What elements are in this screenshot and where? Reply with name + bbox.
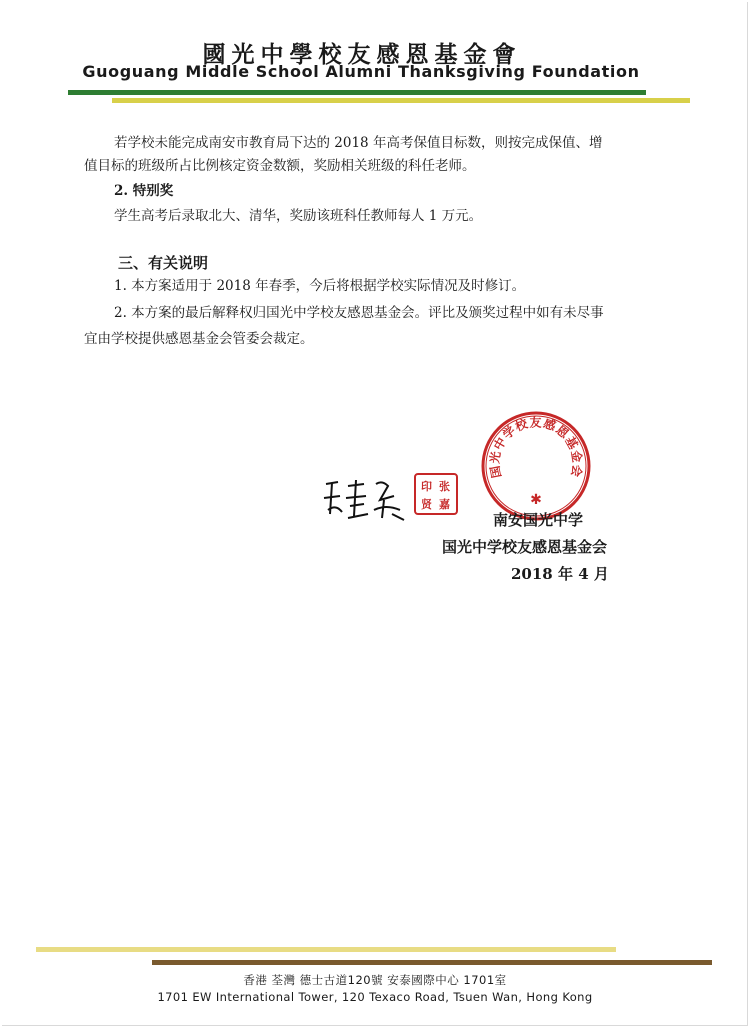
letterhead-yellow-rule [112,98,690,103]
paragraph-1-line-1: 若学校未能完成南安市教育局下达的 2018 年高考保值目标数，则按完成保值、增 [114,135,603,151]
footer-yellow-rule [36,947,616,952]
svg-text:✱: ✱ [530,492,542,508]
personal-name-seal: 张 嘉 印 贤 [414,473,458,515]
letterhead-title-chinese: 國光中學校友感恩基金會 [202,42,522,68]
note-item-2-line-1: 2. 本方案的最后解释权归国光中学校友感恩基金会。评比及颁奖过程中如有未尽事 [114,305,604,321]
special-award-heading: 2. 特别奖 [114,183,174,199]
footer-brown-rule [152,960,712,965]
note-item-1: 1. 本方案适用于 2018 年春季，今后将根据学校实际情况及时修订。 [114,278,526,294]
foundation-round-seal [480,410,592,522]
footer-address-english: 1701 EW International Tower, 120 Texaco Road, Tsuen Wan, Hong Kong [157,990,593,1004]
special-award-text: 学生高考后录取北大、清华，奖励该班科任教师每人 1 万元。 [114,208,483,224]
section-3-heading: 三、有关说明 [118,254,209,272]
note-item-2-line-2: 宜由学校提供感恩基金会管委会裁定。 [84,331,314,347]
round-seal-text: 国光中学校友感恩基金会 [487,415,585,480]
document-page [2,2,748,1026]
handwritten-signature [320,474,410,524]
letterhead-title-english: Guoguang Middle School Alumni Thanksgiving Foundation [82,62,640,81]
footer-address-chinese: 香港 荃灣 德士古道120號 安泰國際中心 1701室 [243,973,507,987]
signoff-date: 2018 年 4 月 [511,565,609,583]
signoff-foundation-name: 国光中学校友感恩基金会 [442,538,608,556]
paragraph-1-line-2: 值目标的班级所占比例核定资金数额，奖励相关班级的科任老师。 [84,158,476,174]
signoff-school-name: 南安国光中学 [493,511,584,529]
letterhead-green-rule [68,90,646,95]
